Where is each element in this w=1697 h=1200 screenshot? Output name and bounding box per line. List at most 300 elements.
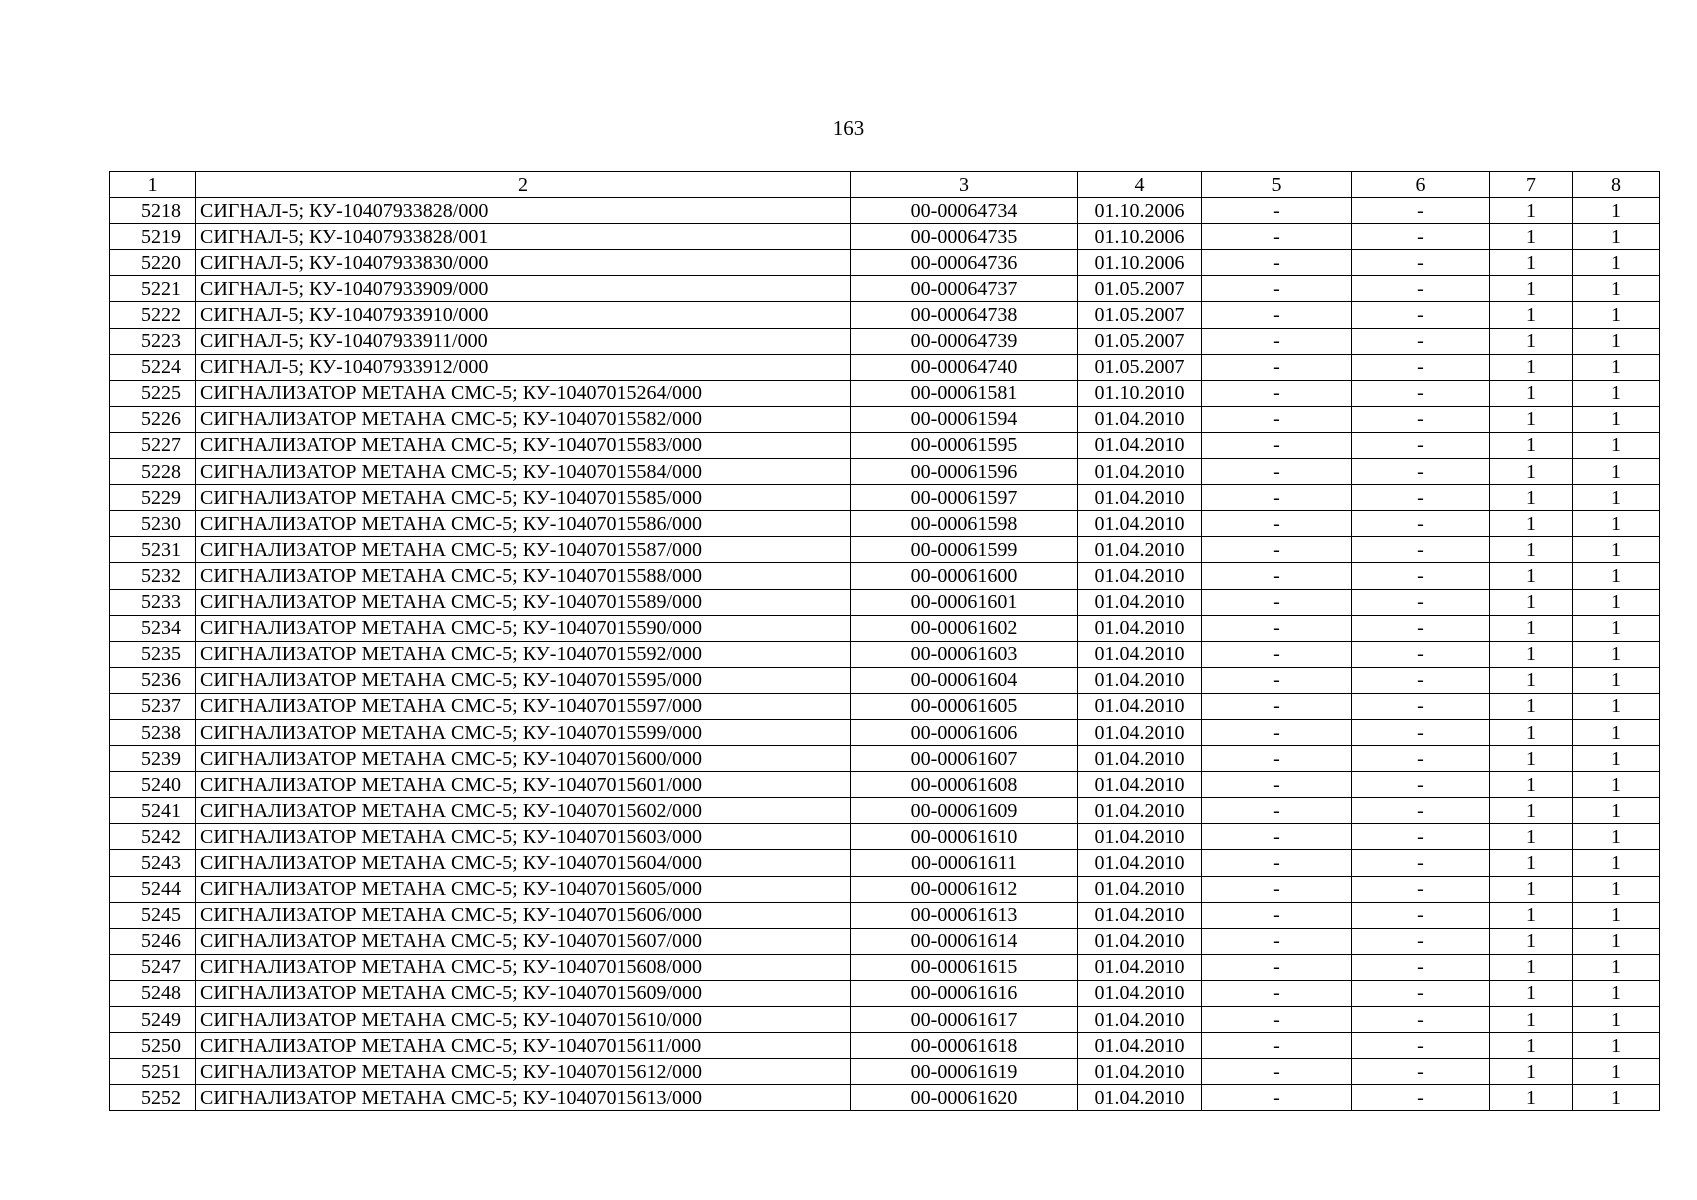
col-7-value: 1 — [1490, 1059, 1573, 1085]
table-header — [110, 172, 1660, 198]
row-number: 5236 — [110, 667, 196, 693]
table-row — [110, 615, 1660, 641]
col-6-value: - — [1352, 1007, 1490, 1033]
inventory-number: 00-00061611 — [851, 850, 1078, 876]
date: 01.04.2010 — [1078, 432, 1202, 458]
column-header-6: 6 — [1352, 172, 1490, 198]
col-5-value: - — [1202, 328, 1352, 354]
table-row — [110, 406, 1660, 432]
date: 01.04.2010 — [1078, 563, 1202, 589]
item-name: СИГНАЛ-5; КУ-10407933911/000 — [196, 328, 851, 354]
row-number: 5232 — [110, 563, 196, 589]
table-row — [110, 302, 1660, 328]
row-number: 5218 — [110, 198, 196, 224]
row-number: 5244 — [110, 876, 196, 902]
item-name: СИГНАЛ-5; КУ-10407933830/000 — [196, 250, 851, 276]
col-8-value: 1 — [1573, 1033, 1660, 1059]
col-5-value: - — [1202, 511, 1352, 537]
date: 01.04.2010 — [1078, 850, 1202, 876]
column-header-7: 7 — [1490, 172, 1573, 198]
date: 01.04.2010 — [1078, 406, 1202, 432]
item-name: СИГНАЛИЗАТОР МЕТАНА СМС-5; КУ-10407015600/000 — [196, 746, 851, 772]
col-5-value: - — [1202, 876, 1352, 902]
row-number: 5226 — [110, 406, 196, 432]
date: 01.04.2010 — [1078, 459, 1202, 485]
date: 01.04.2010 — [1078, 980, 1202, 1006]
table-row — [110, 954, 1660, 980]
table-row — [110, 928, 1660, 954]
col-7-value: 1 — [1490, 1033, 1573, 1059]
col-8-value: 1 — [1573, 876, 1660, 902]
item-name: СИГНАЛИЗАТОР МЕТАНА СМС-5; КУ-10407015612/000 — [196, 1059, 851, 1085]
inventory-number: 00-00061607 — [851, 746, 1078, 772]
inventory-number: 00-00064739 — [851, 328, 1078, 354]
column-header-1: 1 — [110, 172, 196, 198]
inventory-number: 00-00061605 — [851, 693, 1078, 719]
col-6-value: - — [1352, 902, 1490, 928]
col-7-value: 1 — [1490, 719, 1573, 745]
col-8-value: 1 — [1573, 798, 1660, 824]
row-number: 5240 — [110, 772, 196, 798]
col-7-value: 1 — [1490, 641, 1573, 667]
row-number: 5229 — [110, 485, 196, 511]
date: 01.05.2007 — [1078, 302, 1202, 328]
item-name: СИГНАЛИЗАТОР МЕТАНА СМС-5; КУ-10407015608/000 — [196, 954, 851, 980]
col-6-value: - — [1352, 589, 1490, 615]
col-7-value: 1 — [1490, 902, 1573, 928]
col-6-value: - — [1352, 824, 1490, 850]
col-6-value: - — [1352, 667, 1490, 693]
col-7-value: 1 — [1490, 406, 1573, 432]
item-name: СИГНАЛИЗАТОР МЕТАНА СМС-5; КУ-10407015605/000 — [196, 876, 851, 902]
inventory-number: 00-00061596 — [851, 459, 1078, 485]
col-5-value: - — [1202, 563, 1352, 589]
col-8-value: 1 — [1573, 719, 1660, 745]
inventory-number: 00-00061581 — [851, 380, 1078, 406]
col-8-value: 1 — [1573, 459, 1660, 485]
col-8-value: 1 — [1573, 432, 1660, 458]
row-number: 5234 — [110, 615, 196, 641]
item-name: СИГНАЛИЗАТОР МЕТАНА СМС-5; КУ-10407015603/000 — [196, 824, 851, 850]
item-name: СИГНАЛИЗАТОР МЕТАНА СМС-5; КУ-10407015586/000 — [196, 511, 851, 537]
item-name: СИГНАЛИЗАТОР МЕТАНА СМС-5; КУ-10407015587/000 — [196, 537, 851, 563]
inventory-number: 00-00061598 — [851, 511, 1078, 537]
item-name: СИГНАЛИЗАТОР МЕТАНА СМС-5; КУ-10407015590/000 — [196, 615, 851, 641]
row-number: 5245 — [110, 902, 196, 928]
col-7-value: 1 — [1490, 980, 1573, 1006]
inventory-number: 00-00061613 — [851, 902, 1078, 928]
col-6-value: - — [1352, 537, 1490, 563]
inventory-number: 00-00061602 — [851, 615, 1078, 641]
date: 01.04.2010 — [1078, 641, 1202, 667]
col-8-value: 1 — [1573, 980, 1660, 1006]
date: 01.04.2010 — [1078, 798, 1202, 824]
inventory-number: 00-00061620 — [851, 1085, 1078, 1111]
col-6-value: - — [1352, 641, 1490, 667]
col-5-value: - — [1202, 354, 1352, 380]
col-7-value: 1 — [1490, 1007, 1573, 1033]
col-6-value: - — [1352, 432, 1490, 458]
col-7-value: 1 — [1490, 954, 1573, 980]
table-row — [110, 798, 1660, 824]
row-number: 5246 — [110, 928, 196, 954]
row-number: 5237 — [110, 693, 196, 719]
col-5-value: - — [1202, 615, 1352, 641]
item-name: СИГНАЛИЗАТОР МЕТАНА СМС-5; КУ-10407015588/000 — [196, 563, 851, 589]
item-name: СИГНАЛ-5; КУ-10407933910/000 — [196, 302, 851, 328]
col-7-value: 1 — [1490, 328, 1573, 354]
date: 01.04.2010 — [1078, 615, 1202, 641]
col-5-value: - — [1202, 798, 1352, 824]
date: 01.10.2006 — [1078, 224, 1202, 250]
table-row — [110, 563, 1660, 589]
table-row — [110, 459, 1660, 485]
col-6-value: - — [1352, 746, 1490, 772]
col-7-value: 1 — [1490, 250, 1573, 276]
col-7-value: 1 — [1490, 772, 1573, 798]
inventory-number: 00-00061597 — [851, 485, 1078, 511]
col-7-value: 1 — [1490, 380, 1573, 406]
row-number: 5223 — [110, 328, 196, 354]
column-header-3: 3 — [851, 172, 1078, 198]
date: 01.10.2010 — [1078, 380, 1202, 406]
col-7-value: 1 — [1490, 693, 1573, 719]
col-5-value: - — [1202, 902, 1352, 928]
col-8-value: 1 — [1573, 485, 1660, 511]
col-5-value: - — [1202, 824, 1352, 850]
inventory-number: 00-00064736 — [851, 250, 1078, 276]
col-7-value: 1 — [1490, 485, 1573, 511]
row-number: 5227 — [110, 432, 196, 458]
col-8-value: 1 — [1573, 406, 1660, 432]
col-5-value: - — [1202, 980, 1352, 1006]
table-row — [110, 746, 1660, 772]
col-8-value: 1 — [1573, 954, 1660, 980]
col-6-value: - — [1352, 328, 1490, 354]
col-5-value: - — [1202, 746, 1352, 772]
item-name: СИГНАЛИЗАТОР МЕТАНА СМС-5; КУ-10407015597/000 — [196, 693, 851, 719]
column-header-8: 8 — [1573, 172, 1660, 198]
col-6-value: - — [1352, 276, 1490, 302]
row-number: 5249 — [110, 1007, 196, 1033]
col-5-value: - — [1202, 667, 1352, 693]
item-name: СИГНАЛИЗАТОР МЕТАНА СМС-5; КУ-10407015607/000 — [196, 928, 851, 954]
date: 01.04.2010 — [1078, 1007, 1202, 1033]
row-number: 5239 — [110, 746, 196, 772]
col-6-value: - — [1352, 198, 1490, 224]
inventory-number: 00-00061606 — [851, 719, 1078, 745]
col-7-value: 1 — [1490, 615, 1573, 641]
row-number: 5248 — [110, 980, 196, 1006]
col-5-value: - — [1202, 641, 1352, 667]
col-5-value: - — [1202, 537, 1352, 563]
header-row — [110, 172, 1660, 198]
date: 01.04.2010 — [1078, 1033, 1202, 1059]
table-row — [110, 1033, 1660, 1059]
col-5-value: - — [1202, 928, 1352, 954]
col-7-value: 1 — [1490, 224, 1573, 250]
row-number: 5221 — [110, 276, 196, 302]
column-header-4: 4 — [1078, 172, 1202, 198]
table-row — [110, 511, 1660, 537]
date: 01.04.2010 — [1078, 824, 1202, 850]
date: 01.05.2007 — [1078, 354, 1202, 380]
inventory-number: 00-00061617 — [851, 1007, 1078, 1033]
table-row — [110, 198, 1660, 224]
col-5-value: - — [1202, 432, 1352, 458]
item-name: СИГНАЛИЗАТОР МЕТАНА СМС-5; КУ-10407015589/000 — [196, 589, 851, 615]
item-name: СИГНАЛИЗАТОР МЕТАНА СМС-5; КУ-10407015592/000 — [196, 641, 851, 667]
row-number: 5228 — [110, 459, 196, 485]
col-5-value: - — [1202, 485, 1352, 511]
col-6-value: - — [1352, 485, 1490, 511]
col-8-value: 1 — [1573, 589, 1660, 615]
row-number: 5224 — [110, 354, 196, 380]
col-6-value: - — [1352, 615, 1490, 641]
table-row — [110, 824, 1660, 850]
table-row — [110, 380, 1660, 406]
col-7-value: 1 — [1490, 459, 1573, 485]
col-7-value: 1 — [1490, 276, 1573, 302]
col-8-value: 1 — [1573, 198, 1660, 224]
item-name: СИГНАЛИЗАТОР МЕТАНА СМС-5; КУ-10407015606/000 — [196, 902, 851, 928]
col-5-value: - — [1202, 850, 1352, 876]
table-row — [110, 850, 1660, 876]
col-8-value: 1 — [1573, 850, 1660, 876]
col-6-value: - — [1352, 1033, 1490, 1059]
col-8-value: 1 — [1573, 1085, 1660, 1111]
inventory-number: 00-00064738 — [851, 302, 1078, 328]
col-8-value: 1 — [1573, 354, 1660, 380]
table-row — [110, 224, 1660, 250]
col-5-value: - — [1202, 459, 1352, 485]
inventory-number: 00-00061616 — [851, 980, 1078, 1006]
date: 01.04.2010 — [1078, 772, 1202, 798]
item-name: СИГНАЛ-5; КУ-10407933828/001 — [196, 224, 851, 250]
col-5-value: - — [1202, 198, 1352, 224]
table-row — [110, 772, 1660, 798]
item-name: СИГНАЛИЗАТОР МЕТАНА СМС-5; КУ-10407015602/000 — [196, 798, 851, 824]
row-number: 5243 — [110, 850, 196, 876]
col-7-value: 1 — [1490, 1085, 1573, 1111]
col-8-value: 1 — [1573, 224, 1660, 250]
table-row — [110, 589, 1660, 615]
inventory-number: 00-00061601 — [851, 589, 1078, 615]
item-name: СИГНАЛ-5; КУ-10407933909/000 — [196, 276, 851, 302]
col-6-value: - — [1352, 850, 1490, 876]
date: 01.05.2007 — [1078, 276, 1202, 302]
row-number: 5241 — [110, 798, 196, 824]
item-name: СИГНАЛИЗАТОР МЕТАНА СМС-5; КУ-10407015584/000 — [196, 459, 851, 485]
date: 01.04.2010 — [1078, 511, 1202, 537]
date: 01.04.2010 — [1078, 693, 1202, 719]
col-6-value: - — [1352, 798, 1490, 824]
col-6-value: - — [1352, 719, 1490, 745]
col-8-value: 1 — [1573, 824, 1660, 850]
col-8-value: 1 — [1573, 772, 1660, 798]
row-number: 5230 — [110, 511, 196, 537]
date: 01.04.2010 — [1078, 667, 1202, 693]
row-number: 5238 — [110, 719, 196, 745]
inventory-number: 00-00064735 — [851, 224, 1078, 250]
data-table — [109, 171, 1660, 1111]
table-row — [110, 328, 1660, 354]
table-row — [110, 485, 1660, 511]
col-8-value: 1 — [1573, 1007, 1660, 1033]
col-8-value: 1 — [1573, 380, 1660, 406]
table-row — [110, 354, 1660, 380]
date: 01.04.2010 — [1078, 954, 1202, 980]
col-8-value: 1 — [1573, 1059, 1660, 1085]
table-row — [110, 980, 1660, 1006]
row-number: 5220 — [110, 250, 196, 276]
date: 01.04.2010 — [1078, 876, 1202, 902]
col-7-value: 1 — [1490, 537, 1573, 563]
col-5-value: - — [1202, 406, 1352, 432]
col-5-value: - — [1202, 302, 1352, 328]
col-8-value: 1 — [1573, 250, 1660, 276]
col-6-value: - — [1352, 876, 1490, 902]
inventory-number: 00-00061618 — [851, 1033, 1078, 1059]
col-8-value: 1 — [1573, 615, 1660, 641]
date: 01.04.2010 — [1078, 1059, 1202, 1085]
inventory-number: 00-00061609 — [851, 798, 1078, 824]
inventory-number: 00-00061594 — [851, 406, 1078, 432]
col-8-value: 1 — [1573, 302, 1660, 328]
col-7-value: 1 — [1490, 928, 1573, 954]
item-name: СИГНАЛИЗАТОР МЕТАНА СМС-5; КУ-10407015599/000 — [196, 719, 851, 745]
col-7-value: 1 — [1490, 746, 1573, 772]
inventory-number: 00-00061603 — [851, 641, 1078, 667]
inventory-number: 00-00061614 — [851, 928, 1078, 954]
col-8-value: 1 — [1573, 511, 1660, 537]
column-header-2: 2 — [196, 172, 851, 198]
table-row — [110, 250, 1660, 276]
col-6-value: - — [1352, 380, 1490, 406]
col-5-value: - — [1202, 1085, 1352, 1111]
col-7-value: 1 — [1490, 850, 1573, 876]
date: 01.04.2010 — [1078, 928, 1202, 954]
table-row — [110, 641, 1660, 667]
table-row — [110, 537, 1660, 563]
column-header-5: 5 — [1202, 172, 1352, 198]
col-6-value: - — [1352, 954, 1490, 980]
row-number: 5233 — [110, 589, 196, 615]
col-6-value: - — [1352, 563, 1490, 589]
table-row — [110, 693, 1660, 719]
col-5-value: - — [1202, 1059, 1352, 1085]
item-name: СИГНАЛИЗАТОР МЕТАНА СМС-5; КУ-10407015595/000 — [196, 667, 851, 693]
inventory-number: 00-00061595 — [851, 432, 1078, 458]
col-8-value: 1 — [1573, 693, 1660, 719]
col-7-value: 1 — [1490, 589, 1573, 615]
inventory-number: 00-00061619 — [851, 1059, 1078, 1085]
col-7-value: 1 — [1490, 824, 1573, 850]
item-name: СИГНАЛИЗАТОР МЕТАНА СМС-5; КУ-10407015583/000 — [196, 432, 851, 458]
item-name: СИГНАЛИЗАТОР МЕТАНА СМС-5; КУ-10407015582/000 — [196, 406, 851, 432]
date: 01.04.2010 — [1078, 746, 1202, 772]
inventory-number: 00-00061599 — [851, 537, 1078, 563]
item-name: СИГНАЛ-5; КУ-10407933912/000 — [196, 354, 851, 380]
col-6-value: - — [1352, 1059, 1490, 1085]
col-6-value: - — [1352, 928, 1490, 954]
row-number: 5225 — [110, 380, 196, 406]
table-row — [110, 1007, 1660, 1033]
col-7-value: 1 — [1490, 432, 1573, 458]
inventory-number: 00-00064740 — [851, 354, 1078, 380]
col-7-value: 1 — [1490, 198, 1573, 224]
item-name: СИГНАЛ-5; КУ-10407933828/000 — [196, 198, 851, 224]
inventory-number: 00-00061612 — [851, 876, 1078, 902]
table-row — [110, 276, 1660, 302]
inventory-number: 00-00064737 — [851, 276, 1078, 302]
col-7-value: 1 — [1490, 302, 1573, 328]
item-name: СИГНАЛИЗАТОР МЕТАНА СМС-5; КУ-10407015264/000 — [196, 380, 851, 406]
table-row — [110, 667, 1660, 693]
table-row — [110, 719, 1660, 745]
col-5-value: - — [1202, 276, 1352, 302]
col-8-value: 1 — [1573, 667, 1660, 693]
row-number: 5235 — [110, 641, 196, 667]
col-5-value: - — [1202, 224, 1352, 250]
row-number: 5251 — [110, 1059, 196, 1085]
date: 01.10.2006 — [1078, 250, 1202, 276]
col-7-value: 1 — [1490, 876, 1573, 902]
col-5-value: - — [1202, 589, 1352, 615]
col-5-value: - — [1202, 1033, 1352, 1059]
row-number: 5231 — [110, 537, 196, 563]
col-7-value: 1 — [1490, 798, 1573, 824]
item-name: СИГНАЛИЗАТОР МЕТАНА СМС-5; КУ-10407015601/000 — [196, 772, 851, 798]
inventory-number: 00-00061610 — [851, 824, 1078, 850]
date: 01.04.2010 — [1078, 485, 1202, 511]
date: 01.04.2010 — [1078, 902, 1202, 928]
col-7-value: 1 — [1490, 354, 1573, 380]
col-5-value: - — [1202, 250, 1352, 276]
col-7-value: 1 — [1490, 563, 1573, 589]
col-6-value: - — [1352, 980, 1490, 1006]
item-name: СИГНАЛИЗАТОР МЕТАНА СМС-5; КУ-10407015585/000 — [196, 485, 851, 511]
date: 01.04.2010 — [1078, 1085, 1202, 1111]
item-name: СИГНАЛИЗАТОР МЕТАНА СМС-5; КУ-10407015604/000 — [196, 850, 851, 876]
item-name: СИГНАЛИЗАТОР МЕТАНА СМС-5; КУ-10407015610/000 — [196, 1007, 851, 1033]
table-row — [110, 1059, 1660, 1085]
col-6-value: - — [1352, 302, 1490, 328]
col-5-value: - — [1202, 772, 1352, 798]
inventory-number: 00-00061600 — [851, 563, 1078, 589]
table-row — [110, 902, 1660, 928]
col-7-value: 1 — [1490, 511, 1573, 537]
col-6-value: - — [1352, 1085, 1490, 1111]
table-row — [110, 1085, 1660, 1111]
col-8-value: 1 — [1573, 641, 1660, 667]
col-5-value: - — [1202, 1007, 1352, 1033]
date: 01.10.2006 — [1078, 198, 1202, 224]
col-8-value: 1 — [1573, 902, 1660, 928]
item-name: СИГНАЛИЗАТОР МЕТАНА СМС-5; КУ-10407015613/000 — [196, 1085, 851, 1111]
inventory-number: 00-00061615 — [851, 954, 1078, 980]
inventory-number: 00-00061608 — [851, 772, 1078, 798]
table-body — [110, 198, 1660, 1111]
col-5-value: - — [1202, 693, 1352, 719]
col-8-value: 1 — [1573, 328, 1660, 354]
date: 01.04.2010 — [1078, 537, 1202, 563]
date: 01.04.2010 — [1078, 719, 1202, 745]
item-name: СИГНАЛИЗАТОР МЕТАНА СМС-5; КУ-10407015609/000 — [196, 980, 851, 1006]
col-5-value: - — [1202, 954, 1352, 980]
col-5-value: - — [1202, 719, 1352, 745]
col-8-value: 1 — [1573, 537, 1660, 563]
